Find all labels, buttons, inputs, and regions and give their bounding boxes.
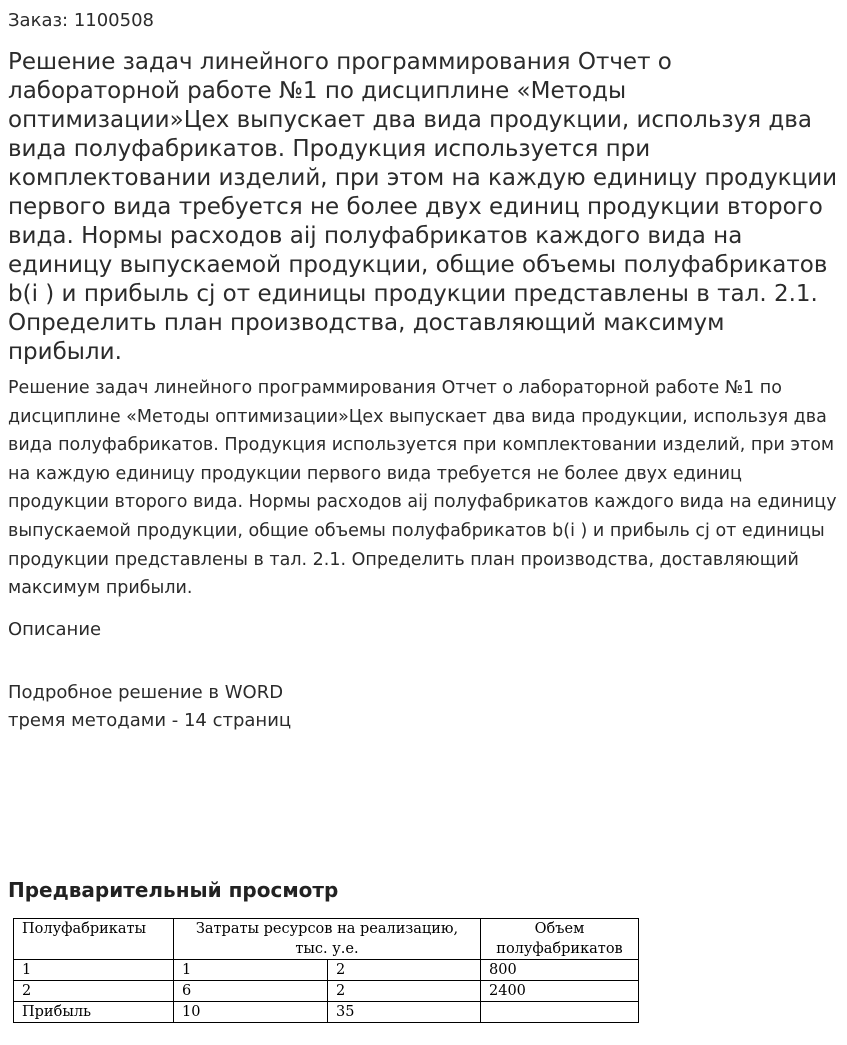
table-cell: 1: [174, 960, 328, 981]
table-cell: 2400: [481, 981, 639, 1002]
table-header-cell: Затраты ресурсов на реализацию, тыс. у.е.: [174, 919, 481, 960]
table-row: [14, 1002, 639, 1023]
table-cell: 800: [481, 960, 639, 981]
preview-table: [13, 918, 639, 1023]
table-row: [14, 960, 639, 981]
table-cell: 35: [328, 1002, 481, 1023]
table-cell: Прибыль: [14, 1002, 174, 1023]
table-cell: 6: [174, 981, 328, 1002]
description-line: Подробное решение в WORD: [8, 682, 284, 703]
table-cell: 2: [14, 981, 174, 1002]
description-heading: Описание: [8, 619, 102, 640]
table-header-cell: Полуфабрикаты: [14, 919, 174, 960]
description-line: тремя методами - 14 страниц: [8, 710, 292, 731]
table-cell: 1: [14, 960, 174, 981]
table-header-row: [14, 919, 639, 960]
table-cell: [481, 1002, 639, 1023]
table-row: [14, 981, 639, 1002]
table-header-cell: Объем полуфабрикатов: [481, 919, 639, 960]
lead-paragraph: Решение задач линейного программирования Отчет о лабораторной работе №1 по дисциплине «Методы оптимизации»Цех выпускает два вида продукции, используя два вида полуфабрикатов. Продукция используется при комплектовании изделий, при этом на каждую единицу продукции первого вида требуется не более двух единиц продукции второго вида. Нормы расходов aij полуфабрикатов каждого вида на единицу выпускаемой продукции, общие объемы полуфабрикатов b(i ) и прибыль cj от единицы продукции представлены в тал. 2.1. Определить план производства, доставляющий максимум прибыли.: [8, 378, 837, 599]
table-cell: 10: [174, 1002, 328, 1023]
table-cell: 2: [328, 960, 481, 981]
preview-heading: Предварительный просмотр: [8, 878, 339, 902]
table-cell: 2: [328, 981, 481, 1002]
order-number: Заказ: 1100508: [8, 10, 154, 31]
description-body: [8, 679, 291, 735]
page-title: Решение задач линейного программирования Отчет о лабораторной работе №1 по дисциплине «Методы оптимизации»Цех выпускает два вида продукции, используя два вида полуфабрикатов. Продукция используется при комплектовании изделий, при этом на каждую единицу продукции первого вида требуется не более двух единиц продукции второго вида. Нормы расходов aij полуфабрикатов каждого вида на единицу выпускаемой продукции, общие объемы полуфабрикатов b(i ) и прибыль cj от единицы продукции представлены в тал. 2.1. Определить план производства, доставляющий максимум прибыли.: [8, 49, 838, 365]
